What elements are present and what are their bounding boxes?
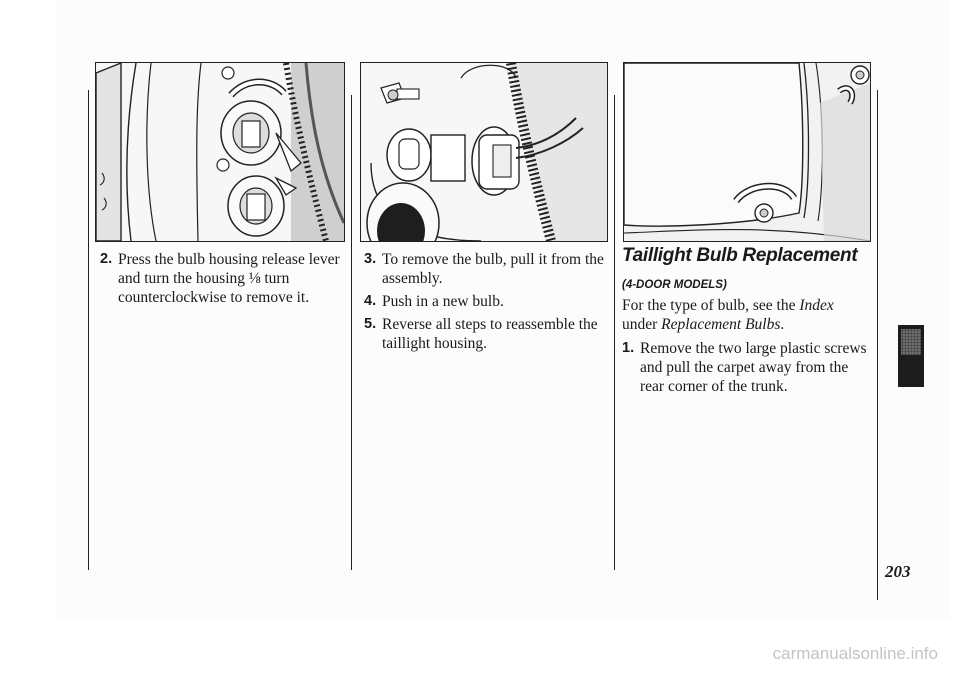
right-margin-rule (877, 90, 878, 600)
step-text: Reverse all steps to reassemble the taillight housing. (382, 316, 598, 352)
column-3 (622, 245, 872, 400)
step-number: 1. (622, 340, 635, 356)
watermark: carmanualsonline.info (772, 644, 938, 663)
housing-drawing (96, 63, 344, 241)
section-heading: Taillight Bulb Replacement (622, 245, 858, 266)
step-number: 3. (364, 251, 377, 267)
step-4 (364, 292, 609, 311)
column-1 (100, 250, 345, 311)
section-tab (898, 325, 924, 387)
illustration-trunk-corner (623, 62, 871, 242)
section-tab-pattern (901, 329, 921, 355)
index-reference: Index (799, 297, 834, 314)
step-2 (100, 250, 345, 307)
section-subheading: (4-DOOR MODELS) (622, 279, 727, 291)
illustration-bulb-removal (360, 62, 608, 242)
step-text: Press the bulb housing release lever and turn the housing ⅛ turn counterclockwise to remove it. (118, 251, 340, 306)
intro-paragraph (622, 296, 872, 334)
column-2 (364, 250, 609, 357)
step-text: Push in a new bulb. (382, 293, 504, 310)
step-1 (622, 339, 872, 396)
column-divider-rule-2 (614, 95, 615, 570)
step-text: Remove the two large plastic screws and pull the carpet away from the rear corner of the trunk. (640, 340, 867, 395)
trunk-drawing (624, 63, 870, 241)
illustration-taillight-housing (95, 62, 345, 242)
replacement-bulbs-reference: Replacement Bulbs (661, 316, 781, 333)
step-5 (364, 315, 609, 353)
intro-prefix: For the type of bulb, see the (622, 297, 800, 314)
bulb-drawing (361, 63, 607, 241)
left-margin-rule (88, 90, 89, 570)
step-text: To remove the bulb, pull it from the assembly. (382, 251, 604, 287)
intro-suffix: . (780, 316, 785, 333)
page-number: 203 (885, 562, 911, 581)
step-number: 4. (364, 293, 377, 309)
column-divider-rule-1 (351, 95, 352, 570)
intro-middle: under (622, 316, 662, 333)
step-number: 5. (364, 316, 377, 332)
step-3 (364, 250, 609, 288)
step-number: 2. (100, 251, 113, 267)
